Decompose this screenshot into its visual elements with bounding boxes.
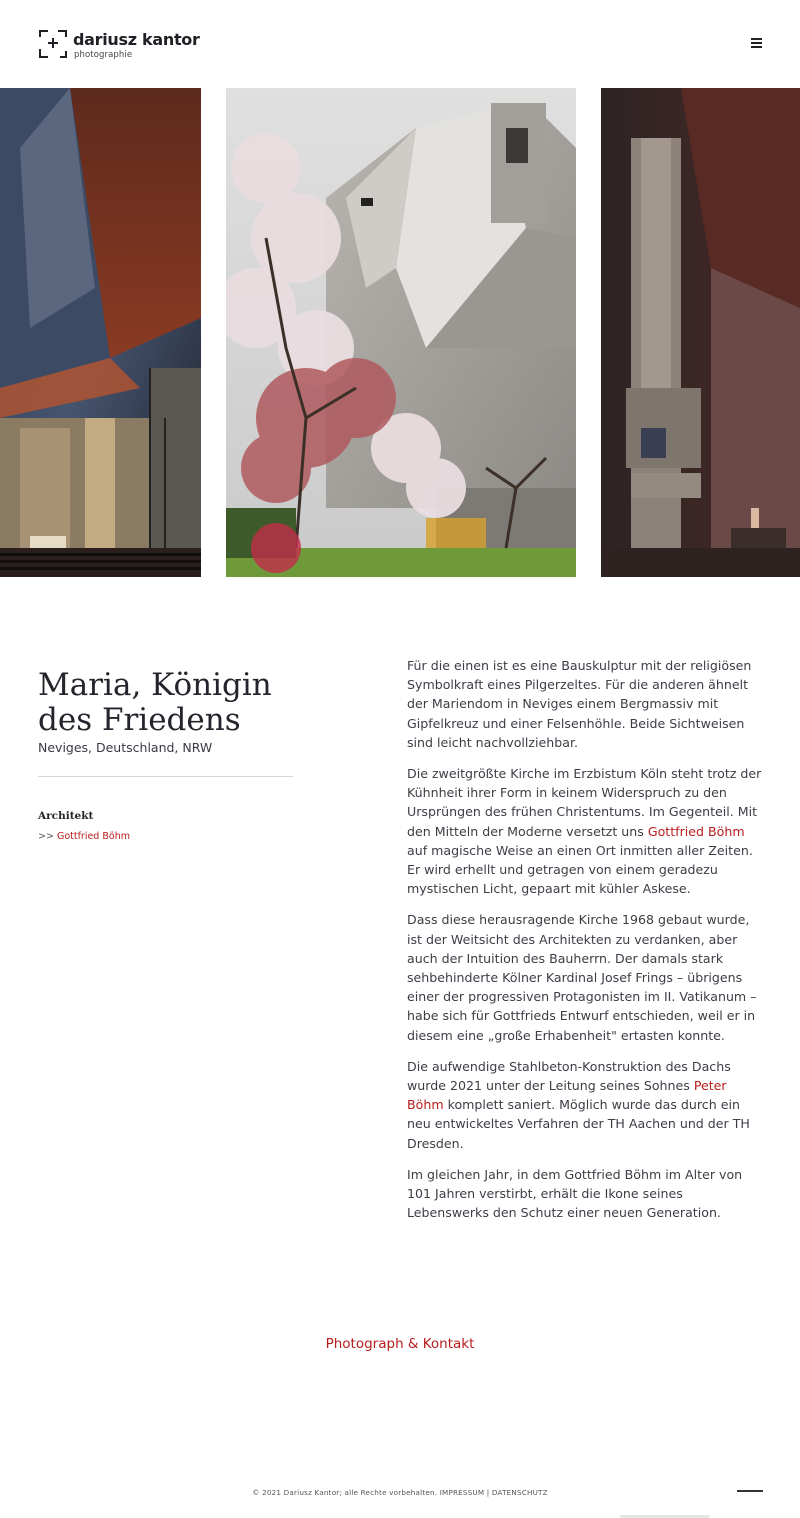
contact-link[interactable]: Photograph & Kontakt (325, 1336, 475, 1352)
logo-subtitle: photographie (74, 50, 133, 60)
datenschutz-link[interactable]: DATENSCHUTZ (491, 1488, 548, 1497)
footer (0, 1488, 800, 1497)
exterior-church-blossom-photo[interactable] (226, 88, 576, 577)
interior-nave-photo[interactable] (0, 88, 201, 577)
photo-gallery (0, 88, 800, 577)
paragraph-text: Die zweitgrößte Kirche im Erzbistum Köln steht trotz der Kühnheit ihrer Form in keinem Widerspruch zu den Ursprüngen des frühen Christentums. Im Gegenteil. Mit den Mitteln der Moderne versetzt uns (407, 766, 762, 839)
site-logo[interactable] (38, 29, 208, 61)
logo-name: dariusz kantor (73, 30, 200, 49)
paragraph-text: komplett saniert. Möglich wurde das durch ein neu entwickeltes Verfahren der TH Aachen und der TH Dresden. (407, 1097, 750, 1151)
architect-entry (38, 831, 130, 842)
scroll-to-top-icon[interactable] (737, 1490, 763, 1492)
hamburger-menu-icon[interactable] (749, 35, 765, 51)
description-paragraph-5: Im gleichen Jahr, in dem Gottfried Böhm im Alter von 101 Jahren verstirbt, erhält die Ikone seines Lebenswerks den Schutz einer neuen Generation. (407, 1166, 743, 1221)
peter-boehm-link[interactable]: Peter Böhm (407, 1078, 727, 1113)
architect-prefix: >> (38, 831, 54, 842)
page-title (38, 668, 338, 738)
description-paragraph-3: Dass diese herausragende Kirche 1968 gebaut wurde, ist der Weitsicht des Architekten zu verdanken, aber auch der Intuition des Bauherrn. Der damals stark sehbehinderte Kölner Kardinal Josef Frings – übrigens einer der progressiven Protagonisten im II. Vatikanum – habe sich für Gottfrieds Entwurf entschieden, weil er in diesem eine „große Erhabenheit" ertasten konnte. (407, 912, 757, 1043)
contact-section (0, 1336, 800, 1352)
description-paragraph-2 (407, 764, 767, 898)
description-paragraph-4 (407, 1057, 767, 1153)
project-description (407, 656, 767, 1234)
footer-separator: | (486, 1488, 490, 1497)
interior-tower-photo[interactable] (601, 88, 800, 577)
impressum-link[interactable]: IMPRESSUM (439, 1488, 485, 1497)
page-title-line-1: Maria, Königin (38, 667, 272, 703)
paragraph-text: Die aufwendige Stahlbeton-Konstruktion des Dachs wurde 2021 unter der Leitung seines Sohnes (407, 1058, 731, 1094)
architect-label: Architekt (38, 810, 94, 822)
section-divider (38, 776, 293, 777)
page-title-line-2: des Friedens (38, 702, 241, 738)
camera-frame-icon (38, 29, 68, 59)
project-location: Neviges, Deutschland, NRW (38, 740, 213, 755)
paragraph-text: auf magische Weise an einen Ort inmitten aller Zeiten. Er wird erhellt und getragen von einem geradezu mystischen Licht, gepaart mit kühler Askese. (407, 842, 753, 897)
description-paragraph-1: Für die einen ist es eine Bauskulptur mit der religiösen Symbolkraft eines Pilgerzeltes. Für die anderen ähnelt der Mariendom in Neviges einem Bergmassiv mit Gipfelkreuz und einer Felsenhöhle. Beide Sichtweisen sind leicht nachvollziehbar. (407, 658, 752, 750)
footer-copyright: © 2021 Dariusz Kantor; alle Rechte vorbehalten. (252, 1488, 438, 1497)
architect-link[interactable]: Gottfried Böhm (56, 831, 130, 842)
gottfried-boehm-link[interactable]: Gottfried Böhm (647, 823, 745, 839)
